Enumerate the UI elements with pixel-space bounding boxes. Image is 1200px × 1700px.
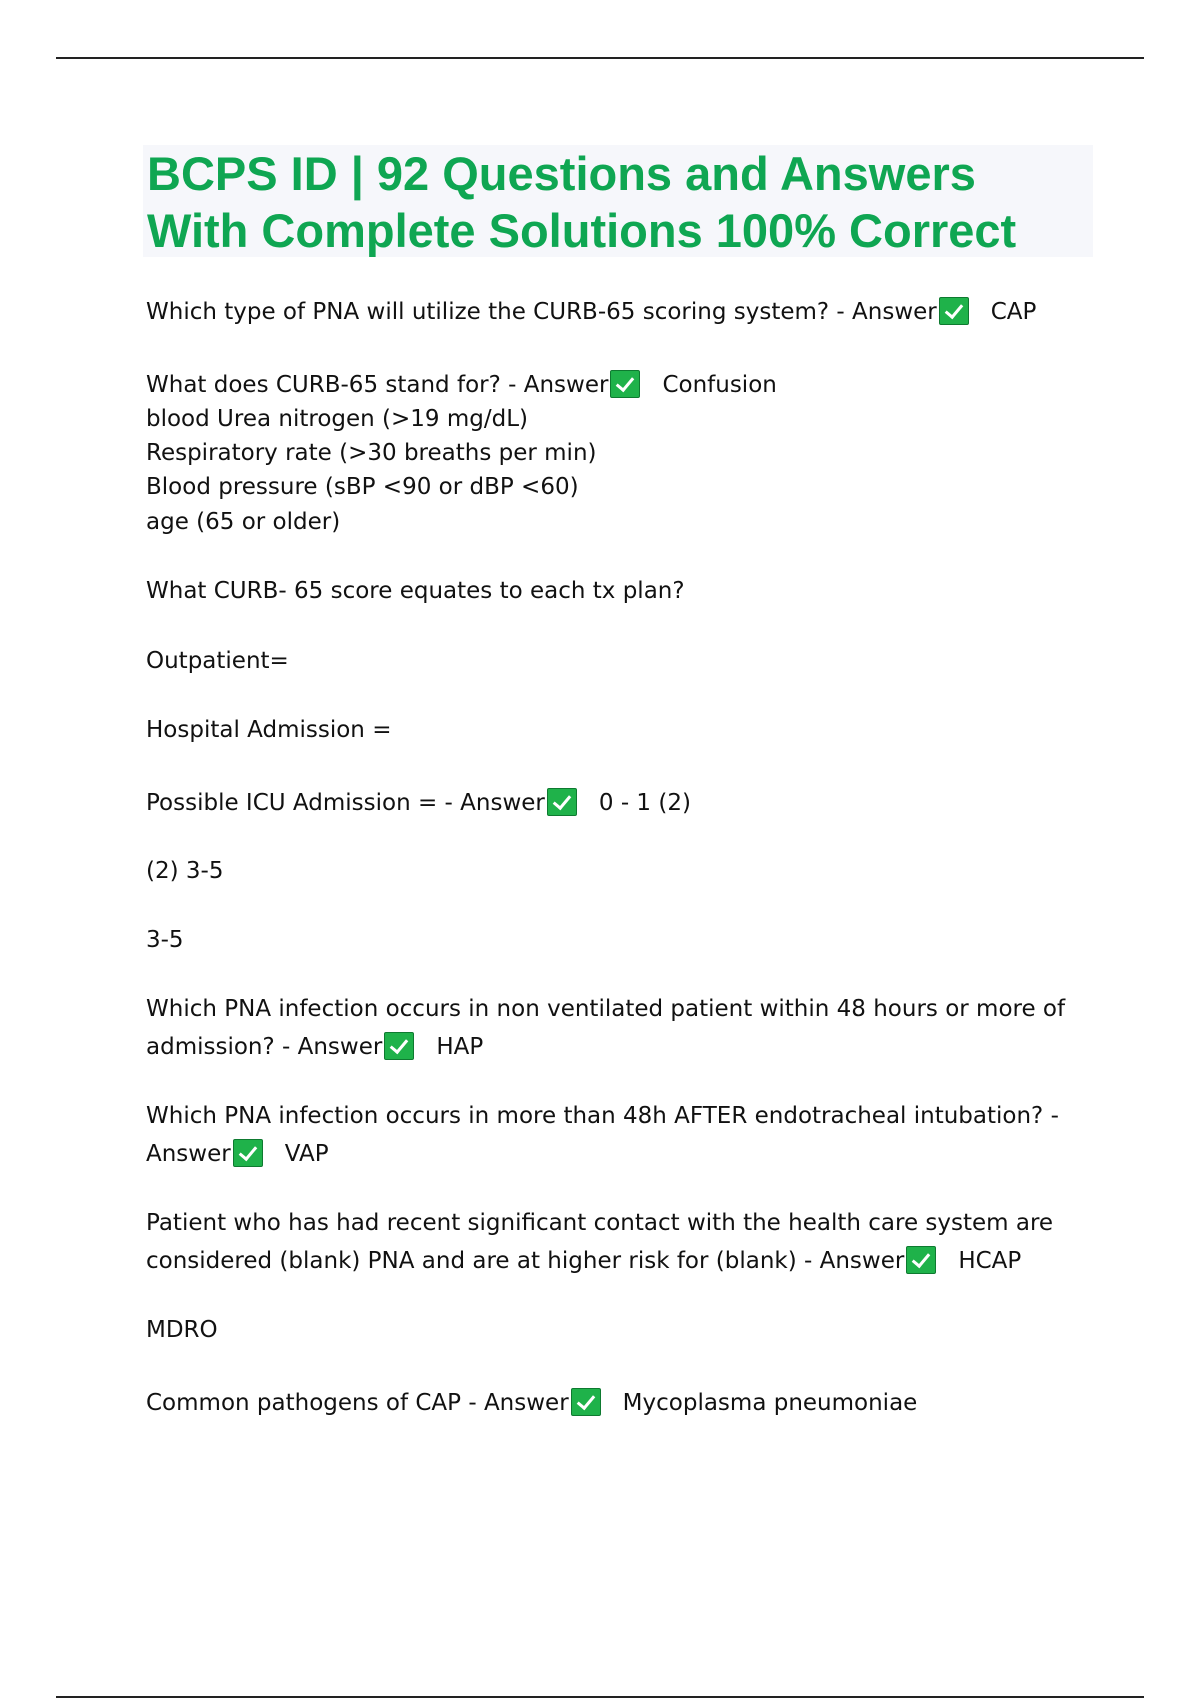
question-text: Possible ICU Admission = - Answer	[146, 790, 545, 816]
qa-item-5	[146, 1138, 329, 1170]
qa-item-4	[146, 1031, 483, 1063]
title-line-1: BCPS ID | 92 Questions and Answers	[147, 147, 976, 200]
answer-text: HAP	[436, 1034, 484, 1060]
qa-item-3	[146, 787, 691, 819]
checkmark-icon	[547, 788, 577, 816]
question-text: What does CURB-65 stand for? - Answer	[146, 372, 609, 398]
checkmark-icon	[571, 1388, 601, 1416]
question-line: Hospital Admission =	[146, 717, 392, 743]
checkmark-icon	[233, 1139, 263, 1167]
footer-rule	[56, 1696, 1144, 1698]
answer-continuation: blood Urea nitrogen (>19 mg/dL)	[146, 406, 528, 432]
question-line: Patient who has had recent significant contact with the health care system are	[146, 1210, 1054, 1236]
question-line: What CURB- 65 score equates to each tx plan?	[146, 578, 685, 604]
answer-text: CAP	[990, 299, 1037, 325]
answer-text: Confusion	[662, 372, 777, 398]
question-text: Which type of PNA will utilize the CURB-65 scoring system? - Answer	[146, 299, 937, 325]
question-line: Which PNA infection occurs in more than 48h AFTER endotracheal intubation? -	[146, 1103, 1059, 1129]
header-rule	[56, 57, 1144, 59]
checkmark-icon	[906, 1246, 936, 1274]
answer-continuation: 3-5	[146, 927, 184, 953]
checkmark-icon	[384, 1032, 414, 1060]
title-line-2: With Complete Solutions 100% Correct	[147, 204, 1017, 257]
answer-continuation: Respiratory rate (>30 breaths per min)	[146, 440, 597, 466]
question-text: Answer	[146, 1141, 231, 1167]
answer-text: 0 - 1 (2)	[598, 790, 691, 816]
qa-item-7	[146, 1387, 917, 1419]
checkmark-icon	[610, 370, 640, 398]
answer-continuation: Blood pressure (sBP <90 or dBP <60)	[146, 474, 579, 500]
qa-item-1	[146, 296, 1036, 328]
question-text: considered (blank) PNA and are at higher risk for (blank) - Answer	[146, 1248, 905, 1274]
qa-item-6	[146, 1245, 1021, 1277]
qa-item-2	[146, 369, 777, 401]
answer-continuation: (2) 3-5	[146, 858, 224, 884]
answer-continuation: age (65 or older)	[146, 509, 341, 535]
question-line: Which PNA infection occurs in non ventilated patient within 48 hours or more of	[146, 996, 1066, 1022]
question-text: Common pathogens of CAP - Answer	[146, 1390, 569, 1416]
answer-text: HCAP	[958, 1248, 1022, 1274]
question-line: Outpatient=	[146, 648, 289, 674]
answer-continuation: MDRO	[146, 1317, 218, 1343]
answer-text: VAP	[284, 1141, 329, 1167]
document-title	[143, 145, 1093, 257]
checkmark-icon	[939, 297, 969, 325]
question-text: admission? - Answer	[146, 1034, 383, 1060]
answer-text: Mycoplasma pneumoniae	[622, 1390, 918, 1416]
